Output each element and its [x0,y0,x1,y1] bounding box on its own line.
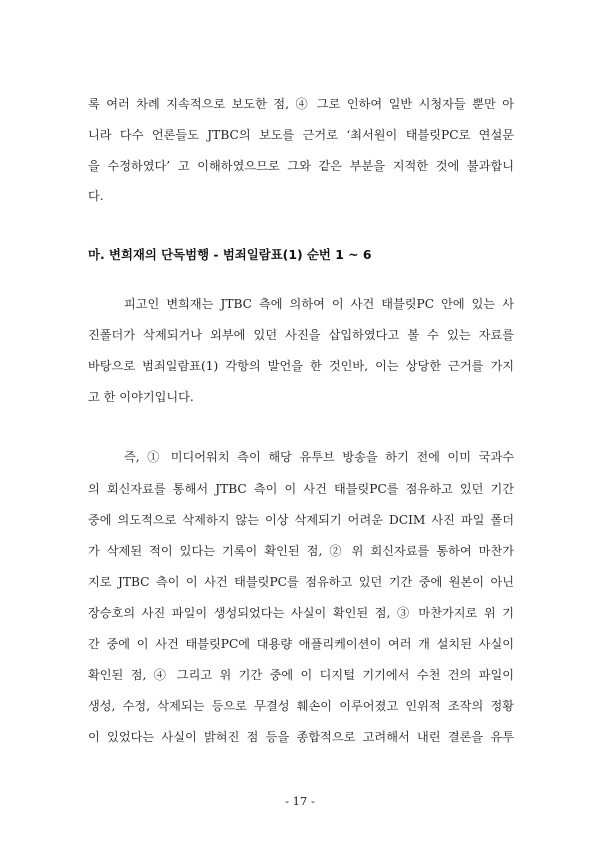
paragraph3-line-3: 중에 의도적으로 삭제하지 않는 이상 삭제되기 어려운 DCIM 사진 파일 폴더 [88,513,514,527]
paragraph3-line-9: 생성, 수정, 삭제되는 등으로 무결성 훼손이 이루어졌고 인위적 조작의 정황 [88,699,514,713]
paragraph3-line-4: 가 삭제된 적이 있다는 기록이 확인된 점, ② 위 회신자료를 통하여 마찬가 [88,544,514,558]
paragraph3-line-2: 의 회신자료를 통해서 JTBC 측이 이 사건 태블릿PC를 점유하고 있던 기간 [88,482,514,496]
paragraph3-line-1: 즉, ① 미디어워치 측이 해당 유투브 방송을 하기 전에 이미 국과수 [124,450,514,464]
paragraph3-line-7: 간 중에 이 사건 태블릿PC에 대용량 애플리케이션이 여러 개 설치된 사실이 [88,637,514,651]
paragraph1-line-2: 니라 다수 언론들도 JTBC의 보도를 근거로 ‘최서원이 태블릿PC로 연설문 [88,128,514,142]
paragraph2-line-1: 피고인 변희재는 JTBC 측에 의하여 이 사건 태블릿PC 안에 있는 사 [124,297,514,311]
paragraph2-line-4: 고 한 이야기입니다. [88,390,194,404]
paragraph1-line-4: 다. [88,189,104,203]
paragraph1-line-3: 을 수정하였다’ 고 이해하였으므로 그와 같은 부분을 지적한 것에 불과합니 [88,159,514,173]
section-heading: 마. 변희재의 단독범행 - 범죄일람표(1) 순번 1 ~ 6 [88,247,372,262]
paragraph3-line-5: 지로 JTBC 측이 이 사건 태블릿PC를 점유하고 있던 기간 중에 원본이 아닌 [88,575,514,589]
page-number: - 17 - [285,794,315,808]
paragraph3-line-6: 장승호의 사진 파일이 생성되었다는 사실이 확인된 점, ③ 마찬가지로 위 기 [88,606,514,620]
paragraph2-line-2: 진폴더가 삭제되거나 외부에 있던 사진을 삽입하였다고 볼 수 있는 자료를 [88,328,514,342]
paragraph2-line-3: 바탕으로 범죄일람표(1) 각항의 발언을 한 것인바, 이는 상당한 근거를 가지 [88,359,514,373]
paragraph3-line-10: 이 있었다는 사실이 밝혀진 점 등을 종합적으로 고려해서 내린 결론을 유투 [88,730,514,744]
paragraph3-line-8: 확인된 점, ④ 그리고 위 기간 중에 이 디지털 기기에서 수천 건의 파일이 [88,668,514,682]
paragraph1-line-1: 록 여러 차례 지속적으로 보도한 점, ④ 그로 인하여 일반 시청자들 뿐만 아 [88,97,514,111]
